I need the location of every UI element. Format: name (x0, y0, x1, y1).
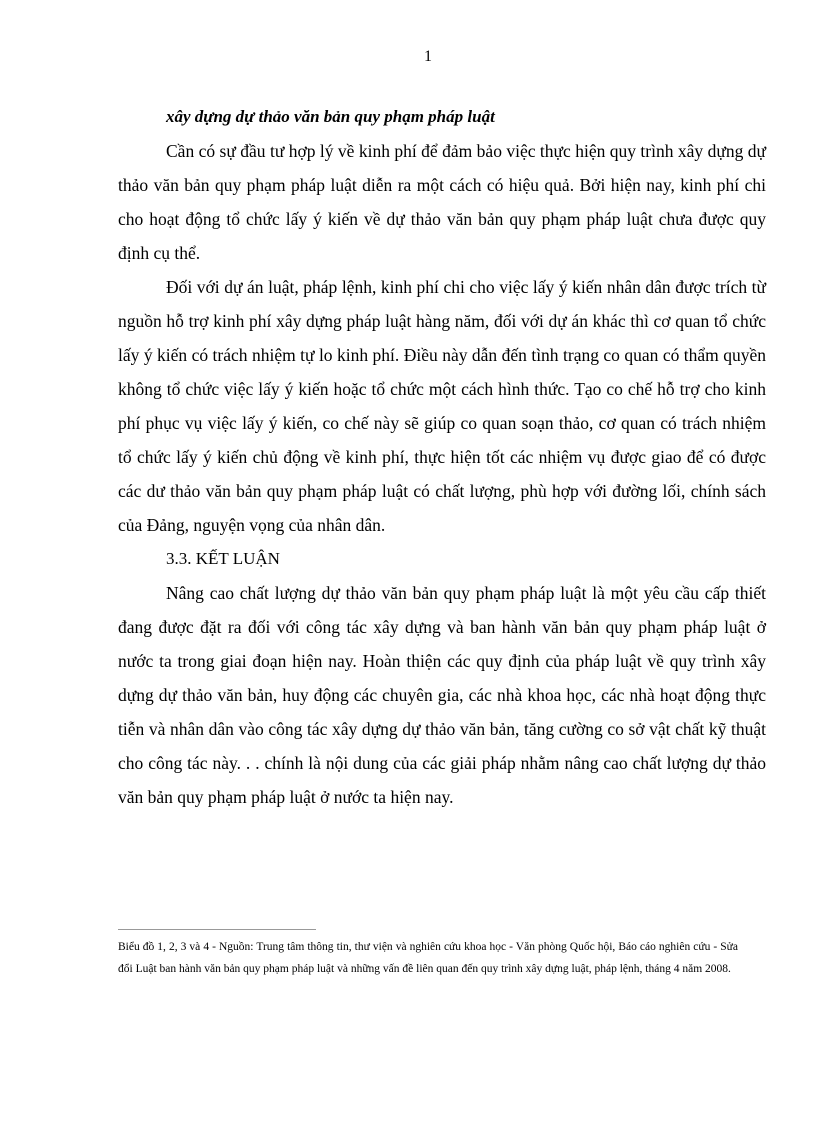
document-body (118, 100, 766, 814)
paragraph-conclusion: Nâng cao chất lượng dự thảo văn bản quy phạm pháp luật là một yêu cầu cấp thiết đang được đặt ra đối với công tác xây dựng và ban hành văn bản quy phạm pháp luật ở nước ta trong giai đoạn hiện nay. Hoàn thiện các quy định của pháp luật về quy trình xây dựng dự thảo văn bản, huy động các chuyên gia, các nhà khoa học, các nhà hoạt động thực tiễn và nhân dân vào công tác xây dựng dự thảo văn bản, tăng cường co sở vật chất kỹ thuật cho công tác này. . . chính là nội dung của các giải pháp nhằm nâng cao chất lượng dự thảo văn bản quy phạm pháp luật ở nước ta hiện nay. (118, 583, 766, 807)
section-heading-conclusion: 3.3. KẾT LUẬN (166, 549, 280, 568)
paragraph-law-projects: Đối với dự án luật, pháp lệnh, kinh phí chi cho việc lấy ý kiến nhân dân được trích từ nguồn hỗ trợ kinh phí xây dựng pháp luật hàng năm, đối với dự án khác thì cơ quan tổ chức lấy ý kiến có trách nhiệm tự lo kinh phí. Điều này dẫn đến tình trạng co quan có thẩm quyền không tổ chức việc lấy ý kiến hoặc tổ chức một cách hình thức. Tạo co chế hỗ trợ cho kinh phí phục vụ việc lấy ý kiến, co chế này sẽ giúp co quan soạn thảo, cơ quan có trách nhiệm tổ chức lấy ý kiến chủ động về kinh phí, thực hiện tốt các nhiệm vụ được giao để có được các dư thảo văn bản quy phạm pháp luật có chất lượng, phù hợp với đường lối, chính sách của Đảng, nguyện vọng của nhân dân. (118, 277, 766, 535)
page-number: 1 (424, 48, 432, 65)
footnote-text: Biểu đồ 1, 2, 3 và 4 - Nguồn: Trung tâm thông tin, thư viện và nghiên cứu khoa học - Văn phòng Quốc hội, Báo cáo nghiên cứu - Sửa đổi Luật ban hành văn bản quy phạm pháp luật và những vấn đề liên quan đến quy trình xây dựng luật, pháp lệnh, tháng 4 năm 2008. (118, 941, 738, 975)
paragraph-funding: Cần có sự đầu tư hợp lý về kinh phí để đảm bảo việc thực hiện quy trình xây dựng dự thảo văn bản quy phạm pháp luật diễn ra một cách có hiệu quả. Bởi hiện nay, kinh phí chi cho hoạt động tổ chức lấy ý kiến về dự thảo văn bản quy phạm pháp luật chưa được quy định cụ thể. (118, 141, 766, 263)
heading-continuation: xây dựng dự thảo văn bản quy phạm pháp luật (166, 107, 495, 126)
footnote-divider (118, 929, 316, 930)
